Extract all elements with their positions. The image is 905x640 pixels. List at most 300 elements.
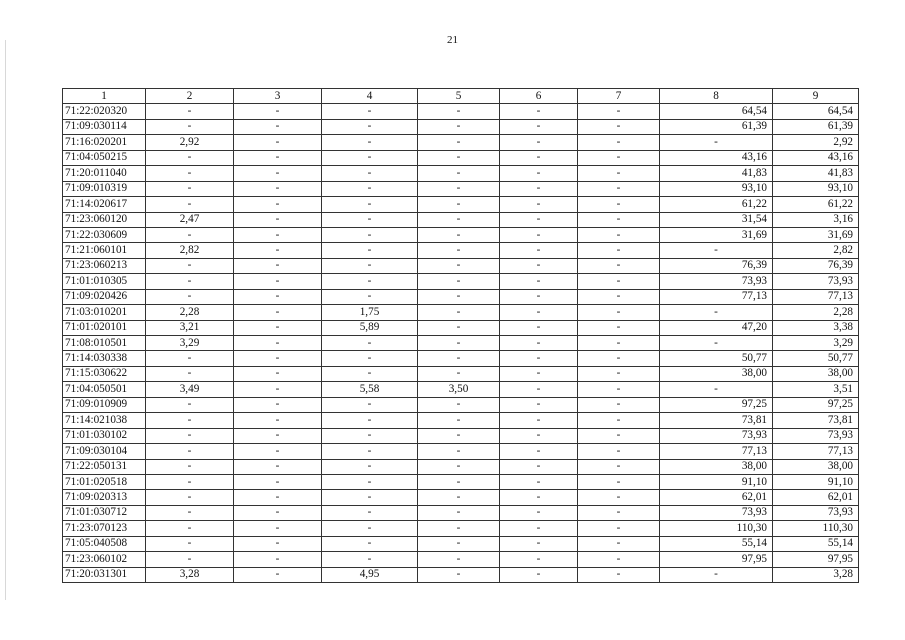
value-cell: -: [578, 166, 660, 181]
value-cell: 31,54: [660, 212, 773, 227]
table-row: [63, 289, 859, 304]
value-cell: -: [418, 444, 500, 459]
value-cell: -: [500, 366, 578, 381]
value-cell: 73,93: [660, 274, 773, 289]
cadastral-code-cell: 71:20:031301: [63, 567, 146, 582]
column-header: 2: [146, 89, 234, 104]
value-cell: 73,93: [660, 505, 773, 520]
value-cell: -: [578, 428, 660, 443]
value-cell: -: [660, 305, 773, 320]
value-cell: -: [146, 459, 234, 474]
cadastral-code-cell: 71:22:050131: [63, 459, 146, 474]
value-cell: 38,00: [773, 459, 859, 474]
value-cell: -: [418, 490, 500, 505]
value-cell: -: [660, 382, 773, 397]
table-row: [63, 258, 859, 273]
value-cell: -: [322, 444, 418, 459]
value-cell: -: [234, 197, 322, 212]
table-row: [63, 181, 859, 196]
value-cell: -: [146, 274, 234, 289]
value-cell: 76,39: [773, 258, 859, 273]
value-cell: -: [578, 397, 660, 412]
value-cell: 3,21: [146, 320, 234, 335]
value-cell: -: [234, 305, 322, 320]
header-row: [63, 89, 859, 104]
value-cell: -: [418, 459, 500, 474]
table-row: [63, 382, 859, 397]
table-row: [63, 320, 859, 335]
value-cell: -: [500, 552, 578, 567]
value-cell: 31,69: [660, 227, 773, 242]
value-cell: -: [322, 243, 418, 258]
value-cell: -: [418, 212, 500, 227]
value-cell: -: [578, 274, 660, 289]
value-cell: 73,81: [660, 413, 773, 428]
value-cell: -: [418, 119, 500, 134]
value-cell: -: [234, 289, 322, 304]
column-header: 9: [773, 89, 859, 104]
cadastral-code-cell: 71:22:020320: [63, 104, 146, 119]
value-cell: 3,38: [773, 320, 859, 335]
value-cell: -: [322, 274, 418, 289]
value-cell: -: [578, 243, 660, 258]
cadastral-code-cell: 71:14:021038: [63, 413, 146, 428]
value-cell: 110,30: [660, 521, 773, 536]
table-row: [63, 150, 859, 165]
value-cell: -: [578, 366, 660, 381]
table-row: [63, 104, 859, 119]
value-cell: -: [234, 212, 322, 227]
cadastral-code-cell: 71:04:050501: [63, 382, 146, 397]
cadastral-code-cell: 71:21:060101: [63, 243, 146, 258]
value-cell: -: [234, 119, 322, 134]
value-cell: -: [418, 181, 500, 196]
cadastral-code-cell: 71:01:030712: [63, 505, 146, 520]
value-cell: -: [146, 258, 234, 273]
table-row: [63, 490, 859, 505]
value-cell: -: [418, 320, 500, 335]
value-cell: 77,13: [660, 444, 773, 459]
cadastral-code-cell: 71:23:060213: [63, 258, 146, 273]
value-cell: -: [234, 243, 322, 258]
value-cell: -: [234, 474, 322, 489]
value-cell: -: [322, 397, 418, 412]
cadastral-code-cell: 71:08:010501: [63, 336, 146, 351]
value-cell: -: [322, 413, 418, 428]
cadastral-code-cell: 71:23:070123: [63, 521, 146, 536]
value-cell: -: [234, 382, 322, 397]
value-cell: -: [578, 135, 660, 150]
table-body: [63, 104, 859, 583]
cadastral-code-cell: 71:16:020201: [63, 135, 146, 150]
value-cell: -: [500, 150, 578, 165]
value-cell: 2,92: [146, 135, 234, 150]
value-cell: -: [234, 336, 322, 351]
scan-edge-mark: [5, 40, 6, 600]
value-cell: 5,89: [322, 320, 418, 335]
value-cell: -: [234, 397, 322, 412]
value-cell: -: [146, 351, 234, 366]
table-row: [63, 166, 859, 181]
value-cell: -: [500, 413, 578, 428]
value-cell: -: [418, 104, 500, 119]
value-cell: 73,81: [773, 413, 859, 428]
value-cell: -: [322, 119, 418, 134]
value-cell: 97,95: [773, 552, 859, 567]
value-cell: -: [322, 258, 418, 273]
value-cell: -: [500, 459, 578, 474]
value-cell: -: [322, 366, 418, 381]
value-cell: -: [500, 382, 578, 397]
value-cell: 61,22: [773, 197, 859, 212]
value-cell: 97,25: [773, 397, 859, 412]
value-cell: 55,14: [773, 536, 859, 551]
table-row: [63, 413, 859, 428]
value-cell: 3,49: [146, 382, 234, 397]
value-cell: -: [234, 320, 322, 335]
value-cell: 73,93: [773, 428, 859, 443]
value-cell: -: [234, 567, 322, 582]
value-cell: -: [500, 320, 578, 335]
table-row: [63, 351, 859, 366]
page-number: 21: [447, 34, 458, 46]
table-row: [63, 305, 859, 320]
value-cell: -: [500, 119, 578, 134]
value-cell: -: [234, 413, 322, 428]
value-cell: -: [234, 536, 322, 551]
value-cell: -: [322, 166, 418, 181]
value-cell: -: [500, 212, 578, 227]
value-cell: -: [578, 413, 660, 428]
value-cell: -: [234, 135, 322, 150]
column-header: 1: [63, 89, 146, 104]
value-cell: -: [500, 490, 578, 505]
value-cell: -: [578, 320, 660, 335]
cadastral-code-cell: 71:01:020101: [63, 320, 146, 335]
value-cell: 97,95: [660, 552, 773, 567]
value-cell: -: [660, 243, 773, 258]
data-table: [62, 88, 859, 583]
value-cell: 91,10: [660, 474, 773, 489]
table-row: [63, 274, 859, 289]
value-cell: -: [146, 536, 234, 551]
value-cell: -: [578, 567, 660, 582]
value-cell: -: [322, 104, 418, 119]
value-cell: -: [146, 119, 234, 134]
value-cell: -: [500, 166, 578, 181]
cadastral-code-cell: 71:14:020617: [63, 197, 146, 212]
table-row: [63, 552, 859, 567]
value-cell: -: [578, 536, 660, 551]
value-cell: 50,77: [773, 351, 859, 366]
value-cell: -: [578, 227, 660, 242]
value-cell: 2,92: [773, 135, 859, 150]
value-cell: 38,00: [660, 366, 773, 381]
value-cell: 3,50: [418, 382, 500, 397]
value-cell: -: [578, 490, 660, 505]
value-cell: -: [146, 521, 234, 536]
table-header: [63, 89, 859, 104]
value-cell: -: [578, 150, 660, 165]
value-cell: 41,83: [660, 166, 773, 181]
cadastral-code-cell: 71:14:030338: [63, 351, 146, 366]
table-row: [63, 397, 859, 412]
value-cell: -: [322, 428, 418, 443]
value-cell: -: [418, 474, 500, 489]
value-cell: -: [322, 227, 418, 242]
column-header: 8: [660, 89, 773, 104]
value-cell: -: [500, 536, 578, 551]
value-cell: -: [146, 444, 234, 459]
column-header: 4: [322, 89, 418, 104]
value-cell: -: [500, 397, 578, 412]
value-cell: 4,95: [322, 567, 418, 582]
value-cell: -: [322, 552, 418, 567]
value-cell: 2,28: [773, 305, 859, 320]
value-cell: 61,39: [773, 119, 859, 134]
value-cell: -: [146, 197, 234, 212]
value-cell: -: [146, 474, 234, 489]
cadastral-code-cell: 71:03:010201: [63, 305, 146, 320]
value-cell: 3,16: [773, 212, 859, 227]
value-cell: 73,93: [773, 505, 859, 520]
value-cell: 77,13: [773, 444, 859, 459]
value-cell: -: [234, 227, 322, 242]
table-row: [63, 536, 859, 551]
value-cell: -: [146, 552, 234, 567]
value-cell: -: [500, 336, 578, 351]
value-cell: -: [234, 366, 322, 381]
table-row: [63, 521, 859, 536]
value-cell: 43,16: [773, 150, 859, 165]
value-cell: -: [418, 366, 500, 381]
cadastral-code-cell: 71:09:030104: [63, 444, 146, 459]
value-cell: -: [418, 274, 500, 289]
cadastral-code-cell: 71:09:030114: [63, 119, 146, 134]
value-cell: -: [578, 382, 660, 397]
value-cell: -: [146, 505, 234, 520]
value-cell: -: [322, 212, 418, 227]
value-cell: -: [322, 150, 418, 165]
cadastral-code-cell: 71:09:010319: [63, 181, 146, 196]
column-header: 6: [500, 89, 578, 104]
value-cell: -: [146, 490, 234, 505]
value-cell: -: [418, 567, 500, 582]
value-cell: -: [322, 459, 418, 474]
value-cell: 50,77: [660, 351, 773, 366]
value-cell: -: [322, 505, 418, 520]
value-cell: -: [234, 505, 322, 520]
cadastral-code-cell: 71:15:030622: [63, 366, 146, 381]
value-cell: -: [578, 336, 660, 351]
value-cell: -: [660, 135, 773, 150]
value-cell: -: [578, 351, 660, 366]
cadastral-code-cell: 71:04:050215: [63, 150, 146, 165]
value-cell: -: [500, 428, 578, 443]
value-cell: -: [322, 336, 418, 351]
value-cell: -: [418, 351, 500, 366]
value-cell: -: [500, 505, 578, 520]
cadastral-code-cell: 71:20:011040: [63, 166, 146, 181]
value-cell: -: [500, 258, 578, 273]
cadastral-code-cell: 71:01:030102: [63, 428, 146, 443]
value-cell: -: [146, 366, 234, 381]
value-cell: 55,14: [660, 536, 773, 551]
value-cell: -: [578, 104, 660, 119]
value-cell: -: [418, 135, 500, 150]
value-cell: -: [500, 305, 578, 320]
value-cell: 31,69: [773, 227, 859, 242]
value-cell: -: [500, 274, 578, 289]
value-cell: -: [418, 413, 500, 428]
cadastral-code-cell: 71:23:060120: [63, 212, 146, 227]
value-cell: 73,93: [773, 274, 859, 289]
value-cell: 62,01: [773, 490, 859, 505]
value-cell: -: [578, 289, 660, 304]
value-cell: 38,00: [660, 459, 773, 474]
cadastral-code-cell: 71:05:040508: [63, 536, 146, 551]
value-cell: -: [322, 490, 418, 505]
value-cell: -: [146, 413, 234, 428]
value-cell: 73,93: [660, 428, 773, 443]
value-cell: -: [578, 474, 660, 489]
value-cell: 41,83: [773, 166, 859, 181]
cadastral-code-cell: 71:22:030609: [63, 227, 146, 242]
value-cell: 3,29: [773, 336, 859, 351]
value-cell: -: [234, 351, 322, 366]
value-cell: -: [418, 552, 500, 567]
value-cell: 3,28: [146, 567, 234, 582]
cadastral-code-cell: 71:09:020426: [63, 289, 146, 304]
value-cell: 93,10: [773, 181, 859, 196]
value-cell: -: [418, 150, 500, 165]
value-cell: -: [322, 351, 418, 366]
value-cell: -: [234, 552, 322, 567]
value-cell: 76,39: [660, 258, 773, 273]
value-cell: 38,00: [773, 366, 859, 381]
value-cell: -: [578, 212, 660, 227]
value-cell: 5,58: [322, 382, 418, 397]
value-cell: -: [418, 289, 500, 304]
cadastral-code-cell: 71:01:020518: [63, 474, 146, 489]
table-row: [63, 197, 859, 212]
table-row: [63, 567, 859, 582]
value-cell: -: [146, 104, 234, 119]
value-cell: -: [322, 135, 418, 150]
value-cell: -: [234, 166, 322, 181]
value-cell: -: [500, 104, 578, 119]
table-row: [63, 135, 859, 150]
value-cell: -: [500, 289, 578, 304]
table-row: [63, 212, 859, 227]
value-cell: -: [234, 521, 322, 536]
value-cell: 61,22: [660, 197, 773, 212]
value-cell: -: [578, 552, 660, 567]
value-cell: -: [322, 474, 418, 489]
value-cell: 77,13: [660, 289, 773, 304]
value-cell: -: [146, 227, 234, 242]
value-cell: -: [500, 521, 578, 536]
value-cell: -: [500, 474, 578, 489]
value-cell: 64,54: [660, 104, 773, 119]
value-cell: -: [322, 197, 418, 212]
value-cell: -: [234, 274, 322, 289]
cadastral-code-cell: 71:09:020313: [63, 490, 146, 505]
table-row: [63, 505, 859, 520]
cadastral-code-cell: 71:09:010909: [63, 397, 146, 412]
value-cell: -: [322, 181, 418, 196]
value-cell: -: [418, 336, 500, 351]
value-cell: -: [146, 289, 234, 304]
value-cell: -: [578, 459, 660, 474]
table-row: [63, 428, 859, 443]
value-cell: -: [578, 258, 660, 273]
value-cell: -: [418, 521, 500, 536]
value-cell: -: [500, 243, 578, 258]
value-cell: 62,01: [660, 490, 773, 505]
column-header: 3: [234, 89, 322, 104]
value-cell: -: [500, 197, 578, 212]
value-cell: -: [660, 336, 773, 351]
value-cell: -: [234, 181, 322, 196]
value-cell: -: [418, 305, 500, 320]
value-cell: 3,51: [773, 382, 859, 397]
column-header: 5: [418, 89, 500, 104]
value-cell: 2,47: [146, 212, 234, 227]
value-cell: -: [234, 490, 322, 505]
value-cell: -: [418, 258, 500, 273]
value-cell: -: [322, 521, 418, 536]
value-cell: -: [418, 428, 500, 443]
value-cell: -: [500, 351, 578, 366]
value-cell: -: [234, 150, 322, 165]
table-row: [63, 336, 859, 351]
value-cell: 91,10: [773, 474, 859, 489]
value-cell: 3,28: [773, 567, 859, 582]
value-cell: -: [500, 567, 578, 582]
column-header: 7: [578, 89, 660, 104]
value-cell: 77,13: [773, 289, 859, 304]
value-cell: -: [322, 536, 418, 551]
value-cell: 2,28: [146, 305, 234, 320]
cadastral-code-cell: 71:01:010305: [63, 274, 146, 289]
value-cell: -: [500, 135, 578, 150]
value-cell: 93,10: [660, 181, 773, 196]
value-cell: 1,75: [322, 305, 418, 320]
value-cell: -: [578, 444, 660, 459]
value-cell: 110,30: [773, 521, 859, 536]
value-cell: -: [418, 397, 500, 412]
value-cell: -: [578, 521, 660, 536]
value-cell: -: [418, 536, 500, 551]
table-row: [63, 444, 859, 459]
value-cell: 47,20: [660, 320, 773, 335]
value-cell: -: [418, 197, 500, 212]
value-cell: -: [500, 227, 578, 242]
value-cell: -: [234, 104, 322, 119]
value-cell: -: [234, 428, 322, 443]
table-row: [63, 459, 859, 474]
table-row: [63, 227, 859, 242]
value-cell: -: [234, 258, 322, 273]
value-cell: -: [418, 227, 500, 242]
value-cell: -: [660, 567, 773, 582]
cadastral-code-cell: 71:23:060102: [63, 552, 146, 567]
value-cell: 43,16: [660, 150, 773, 165]
value-cell: 64,54: [773, 104, 859, 119]
value-cell: -: [234, 459, 322, 474]
value-cell: -: [500, 444, 578, 459]
